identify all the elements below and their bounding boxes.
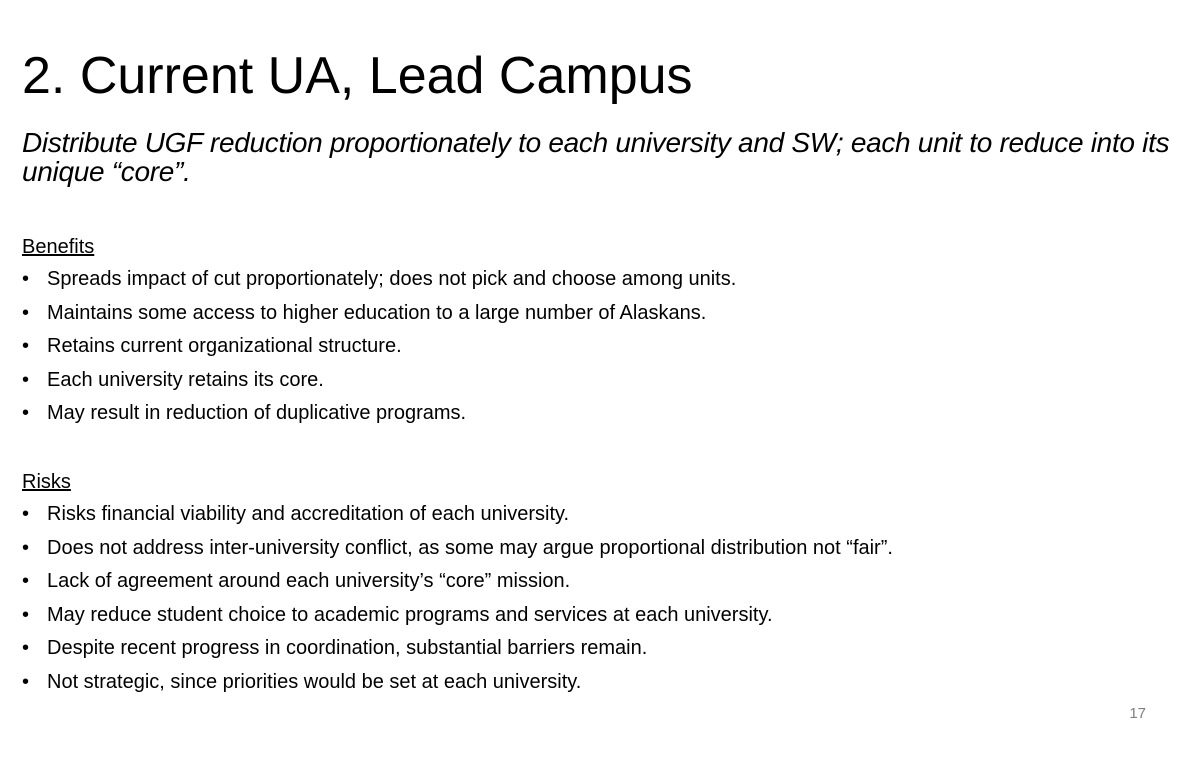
benefit-text: Maintains some access to higher education to a large number of Alaskans. [47, 301, 707, 324]
benefits-section [22, 234, 736, 434]
bullet-icon: • [22, 603, 30, 626]
risk-item [22, 669, 893, 703]
risk-item [22, 501, 893, 535]
benefit-text: Retains current organizational structure. [47, 335, 402, 358]
risk-text: Does not address inter-university conflict, as some may argue proportional distribution not “fair”. [47, 536, 893, 559]
bullet-icon: • [22, 503, 30, 525]
bullet-icon: • [22, 368, 30, 391]
risk-item [22, 602, 893, 636]
bullet-icon: • [22, 402, 30, 425]
benefit-item [22, 266, 736, 300]
bullet-icon: • [22, 637, 30, 660]
slide-subtitle: Distribute UGF reduction proportionately to each university and SW; each unit to reduce into its unique “core”. [22, 127, 1170, 187]
benefits-heading: Benefits [22, 236, 95, 258]
risks-list [22, 501, 893, 703]
bullet-icon: • [22, 268, 30, 290]
slide-title: 2. Current UA, Lead Campus [22, 47, 693, 105]
risk-item [22, 635, 893, 669]
benefit-item [22, 333, 736, 367]
risk-text: Lack of agreement around each university’s “core” mission. [47, 570, 571, 593]
bullet-icon: • [22, 536, 30, 559]
risks-heading: Risks [22, 471, 71, 493]
benefit-item [22, 300, 736, 334]
benefit-text: Spreads impact of cut proportionately; does not pick and choose among units. [47, 268, 737, 290]
benefit-text: May result in reduction of duplicative programs. [47, 402, 467, 425]
bullet-icon: • [22, 570, 30, 593]
benefit-text: Each university retains its core. [47, 368, 324, 391]
page-number: 17 [1129, 705, 1146, 722]
bullet-icon: • [22, 670, 30, 693]
benefits-list [22, 266, 736, 434]
benefit-item [22, 367, 736, 401]
risk-text: Not strategic, since priorities would be set at each university. [47, 670, 582, 693]
risk-item [22, 568, 893, 602]
bullet-icon: • [22, 335, 30, 358]
risk-text: Risks financial viability and accreditation of each university. [47, 503, 570, 525]
risk-text: May reduce student choice to academic programs and services at each university. [47, 603, 773, 626]
risk-text: Despite recent progress in coordination, substantial barriers remain. [47, 637, 648, 660]
risks-section [22, 469, 893, 703]
benefit-item [22, 400, 736, 434]
risk-item [22, 535, 893, 569]
bullet-icon: • [22, 301, 30, 324]
